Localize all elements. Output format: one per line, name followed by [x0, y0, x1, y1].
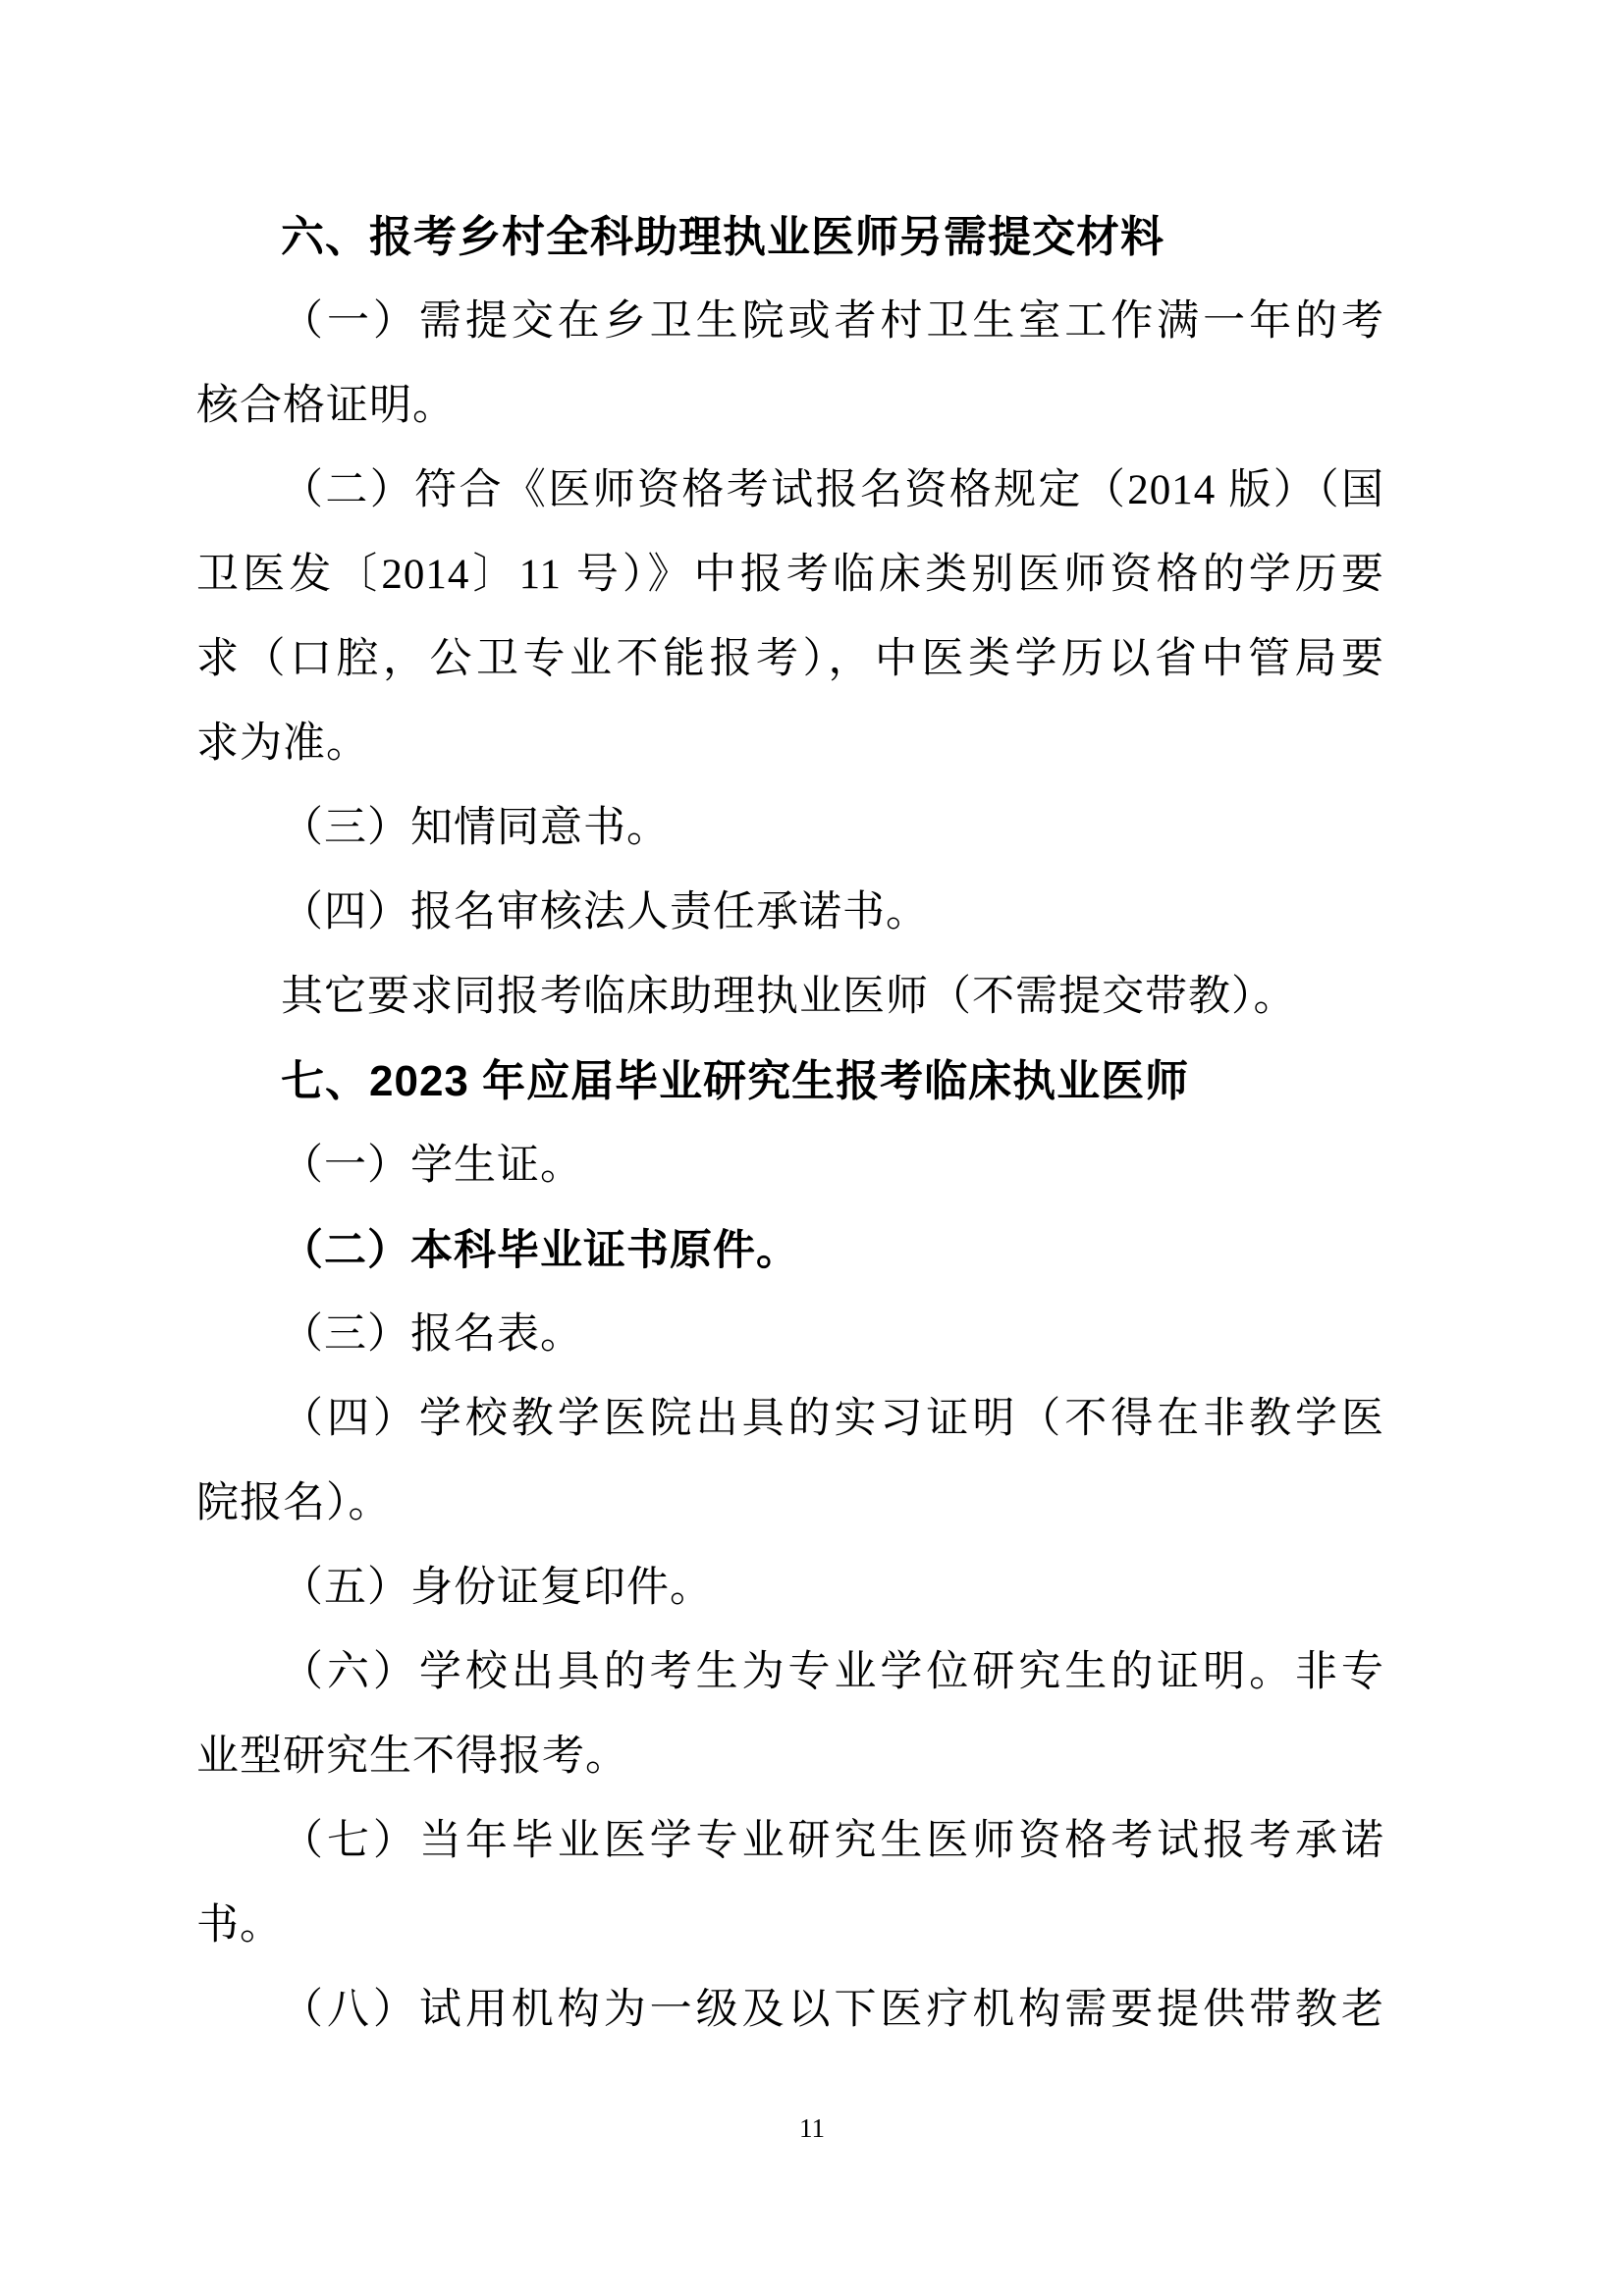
text-line: （三）报名表。	[281, 1311, 583, 1358]
text-line: 卫医发〔2014〕11 号）》中报考临床类别医师资格的学历要	[196, 552, 1384, 598]
text-line: （四）报名审核法人责任承诺书。	[281, 889, 929, 935]
text-line: 核合格证明。	[196, 383, 456, 429]
text-line: （五）身份证复印件。	[281, 1565, 713, 1611]
text-line: （四）学校教学医院出具的实习证明（不得在非教学医	[281, 1396, 1384, 1442]
text-line: （一）需提交在乡卫生院或者村卫生室工作满一年的考	[281, 298, 1384, 345]
text-line: 其它要求同报考临床助理执业医师（不需提交带教）。	[281, 974, 1297, 1020]
text-line: （三）知情同意书。	[281, 805, 670, 851]
heading6-prefix: 六、报考乡村全科助理执业医师	[281, 213, 899, 261]
text-line: 业型研究生不得报考。	[196, 1734, 628, 1780]
text-line: （六）学校出具的考生为专业学位研究生的证明。非专	[281, 1649, 1384, 1695]
text-line: 院报名）。	[196, 1480, 392, 1526]
text-line-bold: （二）本科毕业证书原件。	[281, 1227, 799, 1274]
document-body	[196, 195, 1384, 2053]
text-line: 书。	[196, 1902, 283, 1949]
text-line: 求为准。	[196, 721, 369, 767]
text-line: 求（口腔，公卫专业不能报考），中医类学历以省中管局要	[196, 636, 1384, 682]
section-heading-7: 七、2023 年应届毕业研究生报考临床执业医师	[281, 1057, 1190, 1105]
heading6-emphasis: 另	[899, 213, 944, 261]
page-number: 11	[799, 2113, 825, 2143]
text-line: （七）当年毕业医学专业研究生医师资格考试报考承诺	[281, 1818, 1384, 1864]
text-line: （二）符合《医师资格考试报名资格规定（2014 版）（国	[281, 467, 1384, 513]
section-heading-6	[196, 195, 1384, 280]
text-line: （一）学生证。	[281, 1143, 583, 1189]
heading6-suffix: 需提交材料	[944, 213, 1164, 261]
text-line: （八）试用机构为一级及以下医疗机构需要提供带教老	[281, 1987, 1384, 2033]
